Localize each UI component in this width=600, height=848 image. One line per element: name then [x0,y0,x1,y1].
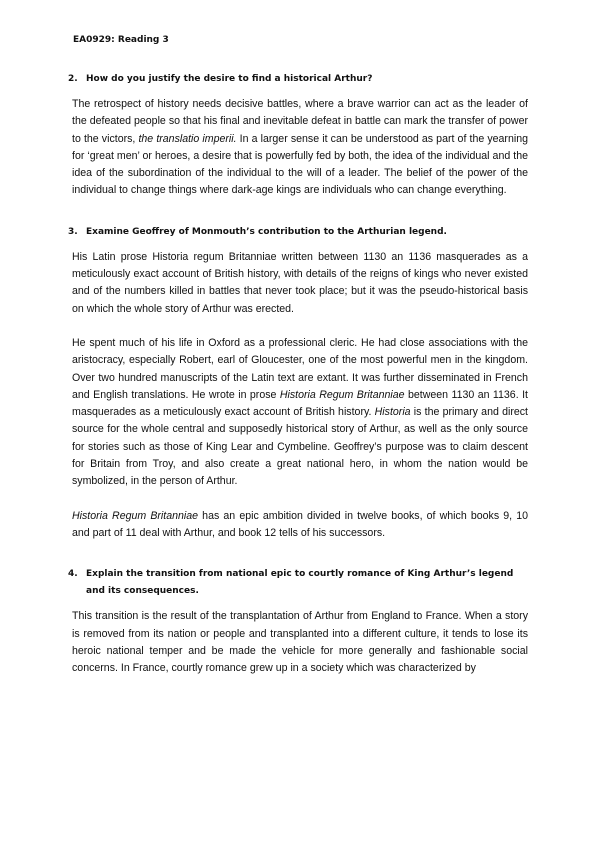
text-run: between 1130 an 1136. It masquerades as a meticulously exact account of British history. [72,388,528,419]
answer-4-paragraph: This transition is the result of the transplantation of Arthur from England to France. When a story is removed from its nation or people and transplanted into a different culture, it tends to lose its heroic national temper and be made the vehicle for more generally and fashionable social concerns. In France, courtly romance grew up in a society which was characterized by [72,610,528,675]
question-title: Explain the transition from national epic to courtly romance of King Arthur’s legend and its consequences. [86,569,514,597]
answer-2-paragraph [72,96,528,200]
question-3-heading [68,224,528,241]
text-run: In a larger sense it can be understood as part of the yearning for ‘great men’ or heroes, a desire that is powerfully fed by both, the idea of the individual and the idea of the subordination of the individual to the will of a leader. The belief of the power of the individual to change things where dark-age kings are individuals who can change everything. [72,132,528,197]
question-title: Examine Geoffrey of Monmouth’s contribution to the Arthurian legend. [86,226,447,237]
italic-text: the translatio imperii. [138,132,237,145]
question-number: 4. [68,569,78,580]
text-run: The retrospect of history needs decisive battles, where a brave warrior can act as the leader of the defeated people so that his final and inevitable defeat in battle can mark the transfer of power to the victors, [72,98,528,145]
italic-text: Historia Regum Britanniae [279,388,405,401]
answer-3-paragraph-1: His Latin prose Historia regum Britanniae written between 1130 an 1136 masquerades as a meticulously exact account of British history, with details of the reigns of kings who never existed and of the numbers killed in battles that never took place; but it was the pseudo-historical basis on which the whole story of Arthur was erected. [72,250,528,315]
question-2-heading [68,71,528,88]
text-run: has an epic ambition divided in twelve books, of which books 9, 10 and part of 11 deal with Arthur, and book 12 tells of his successors. [72,509,529,539]
text-run: He spent much of his life in Oxford as a professional cleric. He had close associations with the aristocracy, especially Robert, earl of Gloucester, one of the most powerful men in the kingdom. Over two hundred manuscripts of the Latin text are extant. It was further disseminated in French and English translations. He wrote in prose [72,336,528,401]
question-number: 2. [68,74,78,84]
question-4-heading [68,566,528,600]
question-title: How do you justify the desire to find a historical Arthur? [86,74,373,84]
text-run: is the primary and direct source for the whole central and supposedly historical story of Arthur, as well as the only source for stories such as those of King Lear and Cymbeline. Geoffrey’s purpose was to claim descent for Britain from Troy, and also create a great national hero, in whom the nation would be symbolized, in the person of Arthur. [72,406,528,488]
question-number: 3. [68,226,78,237]
italic-text: Historia [374,406,411,419]
italic-text: Historia Regum Britanniae [72,509,199,522]
document-header: EA0929: Reading 3 [73,35,169,45]
answer-3-paragraph-3 [72,508,528,543]
answer-3-paragraph-2 [72,335,528,491]
